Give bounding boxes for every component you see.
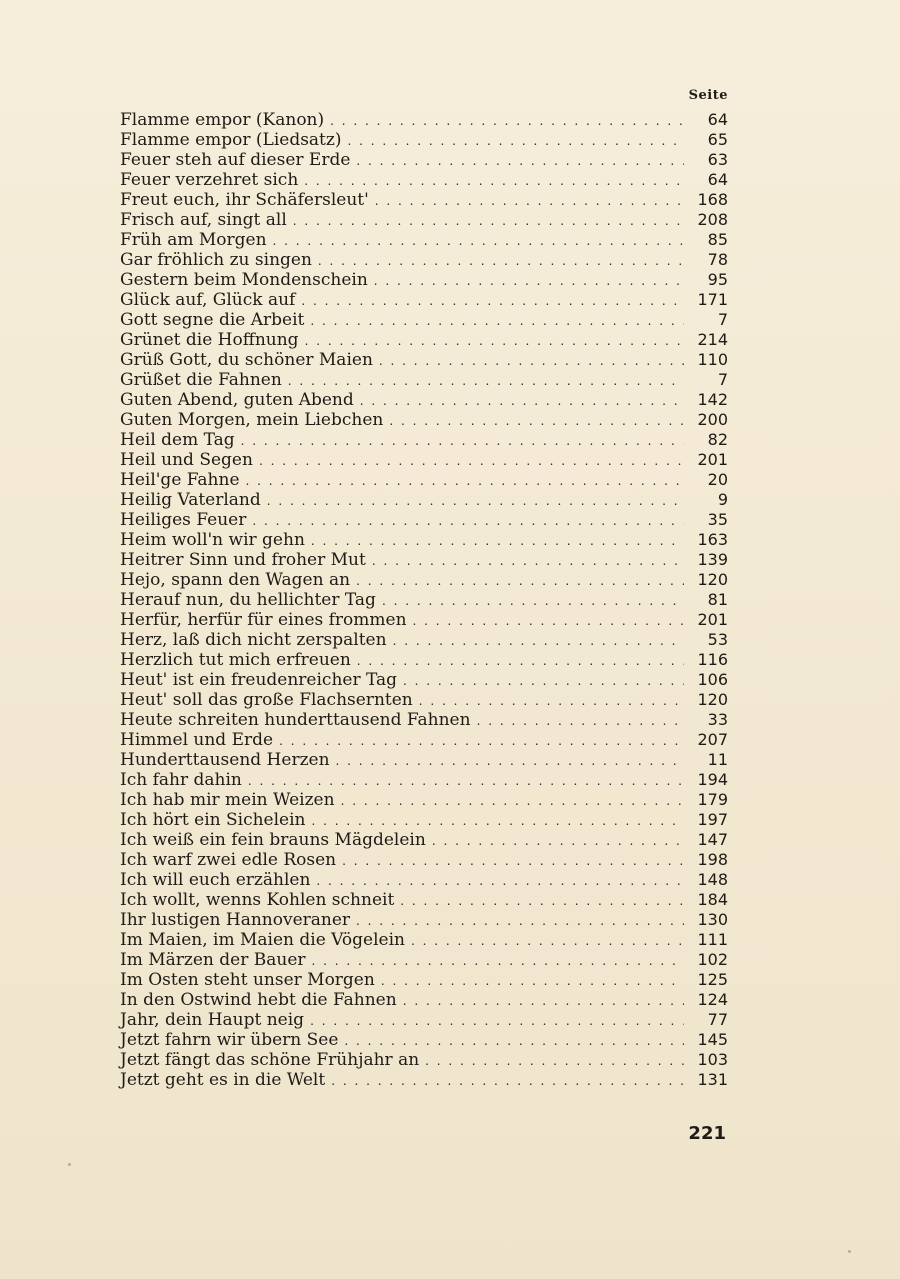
entry-title: Freut euch, ihr Schäfersleut' bbox=[120, 190, 369, 210]
entry-title: Ich warf zwei edle Rosen bbox=[120, 850, 337, 870]
dot-leader bbox=[347, 131, 684, 151]
entry-page-number: 78 bbox=[707, 250, 728, 269]
entry-title: Heiliges Feuer bbox=[120, 510, 247, 530]
entry-title: Ich weiß ein fein brauns Mägdelein bbox=[120, 830, 426, 850]
dot-leader bbox=[381, 971, 684, 991]
entry-title: Ich will euch erzählen bbox=[120, 870, 311, 890]
index-entry bbox=[120, 750, 728, 770]
dot-leader bbox=[318, 251, 684, 271]
entry-title: Guten Morgen, mein Liebchen bbox=[120, 410, 384, 430]
entry-page-number: 103 bbox=[697, 1050, 728, 1069]
entry-page-number: 111 bbox=[697, 930, 728, 949]
dot-leader bbox=[310, 1011, 684, 1031]
dot-leader bbox=[413, 611, 684, 631]
index-entry bbox=[120, 630, 728, 650]
entry-page-number: 110 bbox=[697, 350, 728, 369]
entry-title: Guten Abend, guten Abend bbox=[120, 390, 354, 410]
entry-title: Im Osten steht unser Morgen bbox=[120, 970, 375, 990]
entry-page-number: 124 bbox=[697, 990, 728, 1009]
dot-leader bbox=[411, 931, 684, 951]
entry-title: Hejo, spann den Wagen an bbox=[120, 570, 351, 590]
index-entry bbox=[120, 270, 728, 290]
dot-leader bbox=[379, 351, 684, 371]
index-entry bbox=[120, 570, 728, 590]
dot-leader bbox=[357, 651, 684, 671]
entry-title: Himmel und Erde bbox=[120, 730, 274, 750]
entry-page-number: 53 bbox=[707, 630, 728, 649]
entry-title: Ich fahr dahin bbox=[120, 770, 242, 790]
dot-leader bbox=[288, 371, 684, 391]
entry-title: Herauf nun, du hellichter Tag bbox=[120, 590, 376, 610]
entry-title: Herfür, herfür für eines frommen bbox=[120, 610, 407, 630]
paper-speck bbox=[68, 1163, 71, 1166]
entry-title: Heil'ge Fahne bbox=[120, 470, 240, 490]
song-index-list bbox=[120, 110, 728, 1090]
entry-page-number: 77 bbox=[707, 1010, 728, 1029]
index-entry bbox=[120, 730, 728, 750]
dot-leader bbox=[393, 631, 684, 651]
entry-page-number: 142 bbox=[697, 390, 728, 409]
entry-page-number: 35 bbox=[707, 510, 728, 529]
entry-title: Heut' ist ein freudenreicher Tag bbox=[120, 670, 398, 690]
dot-leader bbox=[246, 471, 684, 491]
index-entry bbox=[120, 450, 728, 470]
dot-leader bbox=[316, 871, 684, 891]
entry-title: Flamme empor (Liedsatz) bbox=[120, 130, 342, 150]
entry-title: Frisch auf, singt all bbox=[120, 210, 287, 230]
dot-leader bbox=[344, 1031, 684, 1051]
entry-title: Jahr, dein Haupt neig bbox=[120, 1010, 305, 1030]
index-entry bbox=[120, 330, 728, 350]
entry-page-number: 11 bbox=[707, 750, 728, 769]
entry-title: Früh am Morgen bbox=[120, 230, 267, 250]
entry-page-number: 130 bbox=[697, 910, 728, 929]
index-entry bbox=[120, 290, 728, 310]
index-entry bbox=[120, 150, 728, 170]
index-entry bbox=[120, 170, 728, 190]
dot-leader bbox=[360, 391, 684, 411]
entry-title: Ich wollt, wenns Kohlen schneit bbox=[120, 890, 395, 910]
dot-leader bbox=[304, 171, 684, 191]
dot-leader bbox=[293, 211, 684, 231]
entry-page-number: 120 bbox=[697, 570, 728, 589]
dot-leader bbox=[419, 691, 684, 711]
index-entry bbox=[120, 310, 728, 330]
index-entry bbox=[120, 470, 728, 490]
index-entry bbox=[120, 830, 728, 850]
entry-title: Gar fröhlich zu singen bbox=[120, 250, 312, 270]
entry-page-number: 148 bbox=[697, 870, 728, 889]
index-entry bbox=[120, 850, 728, 870]
dot-leader bbox=[311, 531, 684, 551]
dot-leader bbox=[259, 451, 684, 471]
entry-page-number: 184 bbox=[697, 890, 728, 909]
dot-leader bbox=[267, 491, 684, 511]
index-entry bbox=[120, 510, 728, 530]
entry-page-number: 163 bbox=[697, 530, 728, 549]
entry-title: Glück auf, Glück auf bbox=[120, 290, 296, 310]
dot-leader bbox=[477, 711, 684, 731]
index-entry bbox=[120, 690, 728, 710]
seite-column-header: Seite bbox=[688, 88, 728, 103]
entry-page-number: 7 bbox=[717, 310, 728, 329]
index-entry bbox=[120, 930, 728, 950]
entry-title: Heim woll'n wir gehn bbox=[120, 530, 305, 550]
entry-title: Herzlich tut mich erfreuen bbox=[120, 650, 351, 670]
entry-title: Heute schreiten hunderttausend Fahnen bbox=[120, 710, 471, 730]
entry-page-number: 81 bbox=[707, 590, 728, 609]
index-entry bbox=[120, 650, 728, 670]
entry-title: Feuer steh auf dieser Erde bbox=[120, 150, 351, 170]
dot-leader bbox=[342, 851, 684, 871]
index-entry bbox=[120, 190, 728, 210]
index-entry bbox=[120, 1010, 728, 1030]
index-entry bbox=[120, 670, 728, 690]
index-entry bbox=[120, 250, 728, 270]
index-entry bbox=[120, 390, 728, 410]
entry-page-number: 33 bbox=[707, 710, 728, 729]
entry-page-number: 125 bbox=[697, 970, 728, 989]
entry-title: Grüß Gott, du schöner Maien bbox=[120, 350, 373, 370]
index-entry bbox=[120, 530, 728, 550]
entry-title: Gott segne die Arbeit bbox=[120, 310, 305, 330]
entry-title: Ihr lustigen Hannoveraner bbox=[120, 910, 351, 930]
entry-page-number: 7 bbox=[717, 370, 728, 389]
entry-title: Jetzt geht es in die Welt bbox=[120, 1070, 326, 1090]
entry-page-number: 207 bbox=[697, 730, 728, 749]
index-entry bbox=[120, 950, 728, 970]
index-entry bbox=[120, 430, 728, 450]
index-entry bbox=[120, 1030, 728, 1050]
entry-title: Im Märzen der Bauer bbox=[120, 950, 306, 970]
entry-page-number: 116 bbox=[697, 650, 728, 669]
index-entry bbox=[120, 710, 728, 730]
dot-leader bbox=[341, 791, 684, 811]
entry-page-number: 147 bbox=[697, 830, 728, 849]
entry-page-number: 106 bbox=[697, 670, 728, 689]
entry-page-number: 82 bbox=[707, 430, 728, 449]
entry-page-number: 201 bbox=[697, 610, 728, 629]
entry-page-number: 200 bbox=[697, 410, 728, 429]
dot-leader bbox=[389, 411, 684, 431]
entry-title: Herz, laß dich nicht zerspalten bbox=[120, 630, 387, 650]
entry-title: Heitrer Sinn und froher Mut bbox=[120, 550, 366, 570]
entry-title: Ich hab mir mein Weizen bbox=[120, 790, 335, 810]
dot-leader bbox=[305, 331, 684, 351]
entry-title: Heil und Segen bbox=[120, 450, 253, 470]
dot-leader bbox=[241, 431, 684, 451]
dot-leader bbox=[330, 111, 684, 131]
dot-leader bbox=[279, 731, 684, 751]
dot-leader bbox=[425, 1051, 684, 1071]
index-entry bbox=[120, 350, 728, 370]
dot-leader bbox=[400, 891, 684, 911]
index-entry bbox=[120, 890, 728, 910]
entry-page-number: 9 bbox=[717, 490, 728, 509]
index-entry bbox=[120, 1070, 728, 1090]
dot-leader bbox=[273, 231, 684, 251]
dot-leader bbox=[336, 751, 684, 771]
entry-page-number: 208 bbox=[697, 210, 728, 229]
index-entry bbox=[120, 610, 728, 630]
index-entry bbox=[120, 550, 728, 570]
entry-page-number: 214 bbox=[697, 330, 728, 349]
entry-title: Gestern beim Mondenschein bbox=[120, 270, 368, 290]
entry-title: Im Maien, im Maien die Vögelein bbox=[120, 930, 405, 950]
index-entry bbox=[120, 770, 728, 790]
dot-leader bbox=[382, 591, 684, 611]
entry-page-number: 194 bbox=[697, 770, 728, 789]
index-entry bbox=[120, 210, 728, 230]
index-entry bbox=[120, 990, 728, 1010]
entry-title: Grüßet die Fahnen bbox=[120, 370, 282, 390]
dot-leader bbox=[252, 511, 684, 531]
entry-page-number: 201 bbox=[697, 450, 728, 469]
dot-leader bbox=[375, 191, 684, 211]
entry-page-number: 139 bbox=[697, 550, 728, 569]
entry-page-number: 179 bbox=[697, 790, 728, 809]
entry-title: Jetzt fahrn wir übern See bbox=[120, 1030, 339, 1050]
index-entry bbox=[120, 1050, 728, 1070]
entry-page-number: 102 bbox=[697, 950, 728, 969]
index-entry bbox=[120, 870, 728, 890]
dot-leader bbox=[374, 271, 684, 291]
entry-title: Heil dem Tag bbox=[120, 430, 235, 450]
entry-page-number: 65 bbox=[707, 130, 728, 149]
entry-page-number: 120 bbox=[697, 690, 728, 709]
entry-page-number: 197 bbox=[697, 810, 728, 829]
entry-title: Heut' soll das große Flachsernten bbox=[120, 690, 413, 710]
dot-leader bbox=[372, 551, 684, 571]
entry-page-number: 131 bbox=[697, 1070, 728, 1089]
entry-page-number: 64 bbox=[707, 110, 728, 129]
entry-page-number: 63 bbox=[707, 150, 728, 169]
page-number: 221 bbox=[688, 1123, 726, 1144]
entry-page-number: 171 bbox=[697, 290, 728, 309]
entry-title: Jetzt fängt das schöne Frühjahr an bbox=[120, 1050, 420, 1070]
entry-title: Hunderttausend Herzen bbox=[120, 750, 330, 770]
index-entry bbox=[120, 970, 728, 990]
entry-title: Heilig Vaterland bbox=[120, 490, 261, 510]
entry-title: In den Ostwind hebt die Fahnen bbox=[120, 990, 397, 1010]
index-entry bbox=[120, 110, 728, 130]
index-entry bbox=[120, 490, 728, 510]
index-entry bbox=[120, 910, 728, 930]
entry-page-number: 20 bbox=[707, 470, 728, 489]
index-entry bbox=[120, 370, 728, 390]
paper-speck bbox=[848, 1250, 851, 1253]
dot-leader bbox=[311, 811, 684, 831]
dot-leader bbox=[403, 671, 684, 691]
dot-leader bbox=[356, 911, 684, 931]
entry-page-number: 95 bbox=[707, 270, 728, 289]
dot-leader bbox=[356, 571, 684, 591]
entry-page-number: 85 bbox=[707, 230, 728, 249]
entry-title: Feuer verzehret sich bbox=[120, 170, 299, 190]
entry-page-number: 198 bbox=[697, 850, 728, 869]
index-entry bbox=[120, 410, 728, 430]
index-entry bbox=[120, 590, 728, 610]
dot-leader bbox=[331, 1071, 684, 1091]
index-entry bbox=[120, 790, 728, 810]
dot-leader bbox=[356, 151, 684, 171]
entry-page-number: 168 bbox=[697, 190, 728, 209]
entry-title: Grünet die Hoffnung bbox=[120, 330, 299, 350]
dot-leader bbox=[310, 311, 684, 331]
index-entry bbox=[120, 810, 728, 830]
index-entry bbox=[120, 230, 728, 250]
entry-page-number: 64 bbox=[707, 170, 728, 189]
dot-leader bbox=[248, 771, 684, 791]
index-entry bbox=[120, 130, 728, 150]
dot-leader bbox=[432, 831, 684, 851]
dot-leader bbox=[301, 291, 684, 311]
entry-title: Ich hört ein Sichelein bbox=[120, 810, 306, 830]
entry-title: Flamme empor (Kanon) bbox=[120, 110, 325, 130]
dot-leader bbox=[312, 951, 684, 971]
dot-leader bbox=[403, 991, 684, 1011]
entry-page-number: 145 bbox=[697, 1030, 728, 1049]
